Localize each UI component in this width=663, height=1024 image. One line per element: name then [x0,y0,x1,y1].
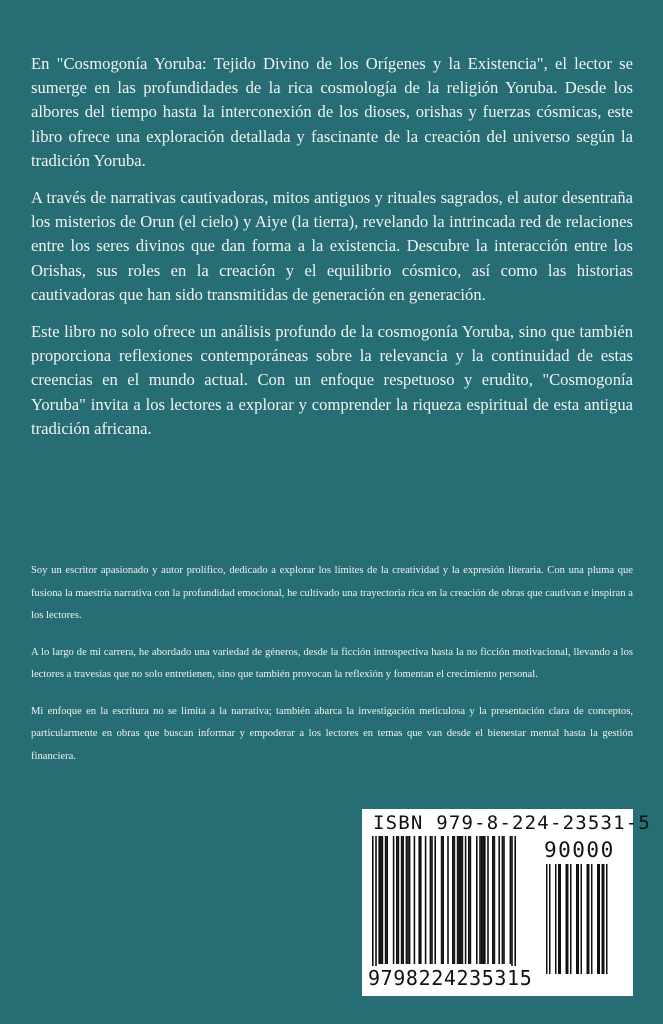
barcode-bar [479,836,481,964]
barcode-bar [465,836,467,964]
barcode-bar [414,836,416,964]
barcode-bar [462,836,464,964]
barcode-bar [514,836,516,972]
barcode-digits: 9798224235315 [366,966,535,990]
barcode-bar [434,836,436,964]
isbn-barcode-block [362,809,652,996]
barcode-bar [393,836,395,964]
barcode-bar [484,836,486,964]
barcode-bar [558,864,560,974]
book-synopsis [31,52,633,454]
barcode-bar [460,836,462,964]
barcode-bar [401,836,403,964]
barcode-bar [581,864,583,974]
barcode-bar [402,836,404,964]
barcode-bar [418,836,420,964]
barcode-bar [546,864,548,974]
barcode-bar [458,836,460,964]
synopsis-paragraph-3: Este libro no solo ofrece un análisis profundo de la cosmogonía Yoruba, sino que también proporciona reflexiones contemporáneas sobre la relevancia y la continuidad de estas creencias en el mundo actual. Con un enfoque respetuoso y erudito, "Cosmogonía Yoruba" invita a los lectores a explorar y comprender la riqueza espiritual de esta antigua tradición africana. [31,322,633,438]
barcode-bar [549,864,551,974]
barcode-bar [587,864,589,974]
barcode-bar [409,836,411,964]
barcode-bar [430,836,432,964]
barcode-bar [570,864,572,974]
barcode-bar [476,836,478,964]
barcode-bar [470,836,472,964]
price-addon-barcode-bars [546,864,628,992]
barcode-bar [482,836,484,964]
barcode-bar [578,864,580,974]
barcode-bar [468,836,470,964]
barcode-bar [407,836,409,964]
isbn-label: ISBN 979-8-224-23531-5 [373,812,652,834]
barcode-bar [588,864,590,974]
author-bio-paragraph-3: Mi enfoque en la escritura no se limita a la narrativa; también abarca la investigación meticulosa y la presentación clara de conceptos, particularmente en obras que buscan informar y empoderar a los lectores en temas que van desde el bienestar mental hasta la gestión financiera. [31,705,633,762]
ean13-barcode-bars [372,836,538,986]
barcode-bar [454,836,456,964]
barcode-bar [566,864,568,974]
barcode-bar [597,864,599,974]
barcode-bar [510,836,512,964]
barcode-bar [396,836,398,964]
barcode-bar [481,836,483,964]
barcode-bar [567,864,569,974]
barcode-bar [406,836,408,964]
barcode-bar [599,864,601,974]
barcode-bar [447,836,449,964]
barcode-bar [452,836,454,964]
barcode-bar [420,836,422,964]
barcode-bar [375,836,377,972]
barcode-bar [425,836,427,964]
barcode-bar [503,836,505,964]
barcode-bar [511,836,513,972]
barcode-bar [441,836,443,964]
barcode-bar [591,864,593,974]
barcode-bar [494,836,496,964]
barcode-bar [385,836,387,964]
barcode-bar [398,836,400,964]
synopsis-paragraph-2: A través de narrativas cautivadoras, mitos antiguos y rituales sagrados, el autor desentraña los misterios de Orun (el cielo) y Aiye (la tierra), revelando la intrincada red de relaciones entre los seres divinos que dan forma a la existencia. Descubre la interacción entre los Orishas, sus roles en la creación y el equilibrio cósmico, así como las historias cautivadoras que han sido transmitidas de generación en generación. [31,188,633,304]
author-bio-paragraph-1: Soy un escritor apasionado y autor prolífico, dedicado a explorar los límites de la creatividad y la expresión literaria. Con una pluma que fusiona la maestría narrativa con la profundidad emocional, he cultivado una trayectoria rica en la creación de obras que cautivan e inspiran a los lectores. [31,565,633,621]
barcode-bar [442,836,444,964]
barcode-bar [502,836,504,964]
barcode-bar [606,864,608,974]
barcode-bar [602,864,604,974]
barcode-bar [380,836,382,964]
barcode-bar [386,836,388,964]
barcode-bar [555,864,557,974]
barcode-bar [431,836,433,964]
barcode-bar [382,836,384,964]
barcode-bar [378,836,380,964]
barcode-bar [492,836,494,964]
barcode-bar [576,864,578,974]
author-bio-paragraph-2: A lo largo de mi carrera, he abordado una variedad de géneros, desde la ficción introspectiva hasta la no ficción motivacional, llevando a los lectores a travesías que no solo entretienen, sino que también provocan la reflexión y fomentan el crecimiento personal. [31,646,633,680]
author-bio [31,560,633,782]
barcode-bar [603,864,605,974]
synopsis-paragraph-1: En "Cosmogonía Yoruba: Tejido Divino de los Orígenes y la Existencia", el lector se sumerge en las profundidades de la rica cosmología de la religión Yoruba. Desde los albores del tiempo hasta la interconexión de los dioses, orishas y fuerzas cósmicas, este libro ofrece una exploración detallada y fascinante de la creación del universo según la tradición Yoruba. [31,54,633,170]
barcode-bar [457,836,459,964]
price-code: 90000 [544,838,615,862]
barcode-bar [560,864,562,974]
barcode-bar [487,836,489,964]
barcode-bar [498,836,500,964]
barcode-bar [372,836,374,972]
